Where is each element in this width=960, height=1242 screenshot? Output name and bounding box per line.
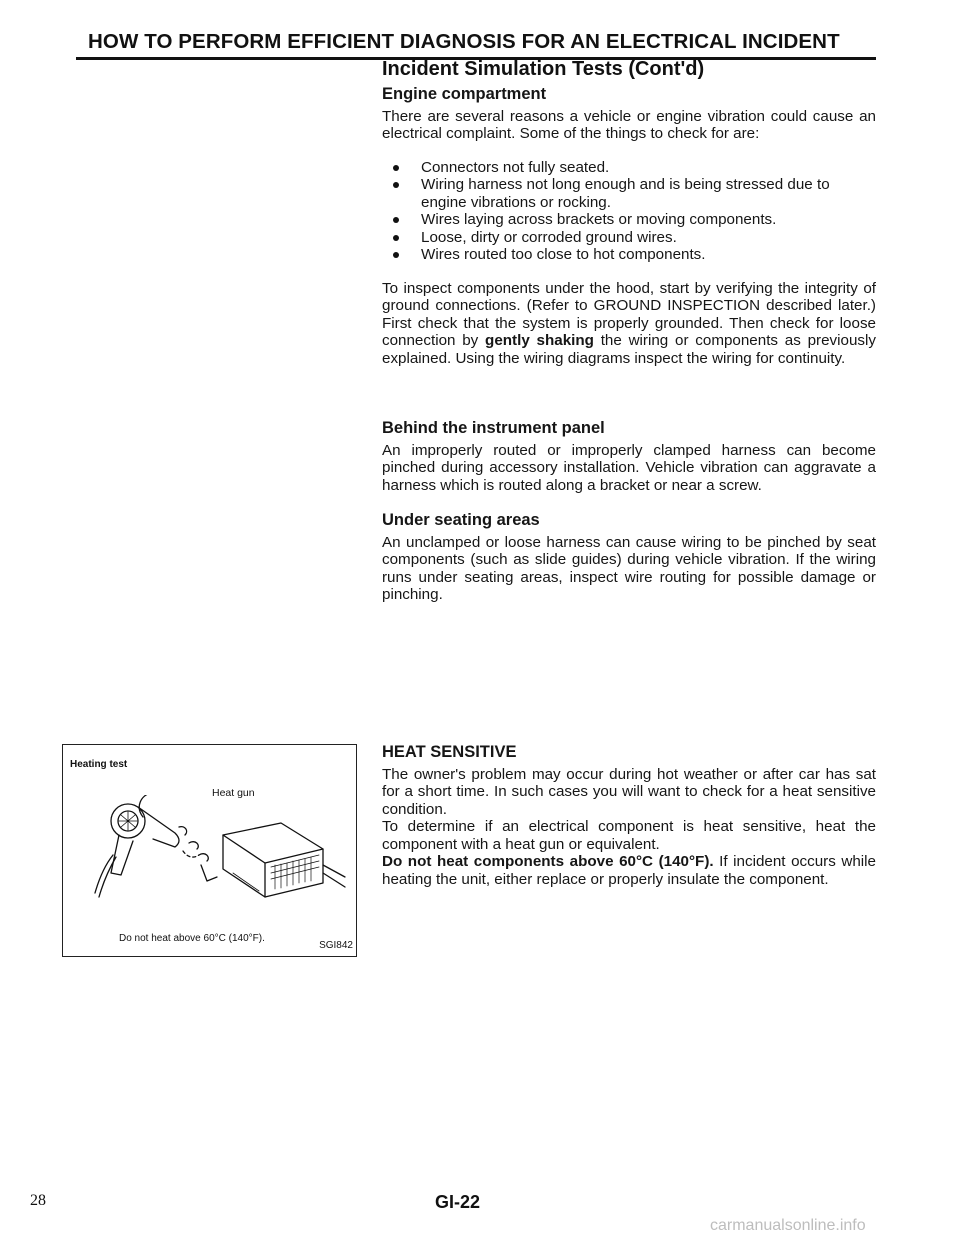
list-item: Loose, dirty or corroded ground wires. (382, 229, 876, 247)
seating-text: An unclamped or loose harness can cause wiring to be pinched by seat components (such as slide guides) during vehicle vibration. If the wiring runs under seating areas, inspect wire routing for possible damage or pinching. (382, 533, 876, 603)
engine-compartment-section (382, 86, 876, 367)
engine-compartment-heading: Engine compartment (382, 85, 547, 103)
watermark: carmanualsonline.info (710, 1217, 866, 1234)
heat-sensitive-section (382, 744, 876, 888)
heat-gun-label: Heat gun (212, 787, 255, 799)
heat-para-2: To determine if an electrical component is heat sensitive, heat the component with a heat gun or equivalent. (382, 818, 876, 853)
figure-title: Heating test (70, 759, 128, 770)
section-page-code: GI-22 (435, 1192, 481, 1212)
heat-para-3-text: If incident occurs while heating the unit, either replace or properly insulate the component. (382, 853, 876, 888)
page-header-title: HOW TO PERFORM EFFICIENT DIAGNOSIS FOR AN ELECTRICAL INCIDENT (88, 30, 840, 53)
heating-test-figure (62, 744, 357, 957)
figure-code: SGI842 (319, 940, 353, 951)
page-number: 28 (30, 1192, 46, 1209)
heat-warning: Do not heat components above 60°C (140°F). (382, 853, 714, 870)
figure-caption: Do not heat above 60°C (140°F). (119, 933, 265, 944)
inspection-paragraph (382, 280, 876, 368)
list-item: Wiring harness not long enough and is being stressed due to engine vibrations or rocking. (382, 176, 876, 211)
check-list (382, 159, 876, 264)
list-item: Wires routed too close to hot components. (382, 246, 876, 264)
instrument-panel-heading: Behind the instrument panel (382, 419, 605, 437)
inspection-emphasis: gently shaking (485, 332, 594, 349)
instrument-panel-text: An improperly routed or improperly clamped harness can become pinched during accessory installation. Vehicle vibration can aggravate a harness which is routed along a bracket or near a screw. (382, 441, 876, 494)
seating-section (382, 512, 876, 604)
inspection-text-a: To inspect components under the hood, start by verifying the integrity of ground connections. (Refer to GROUND INSPECTION described later.) First check that the system is properly grounded. Then check for loose connection by (382, 279, 876, 349)
heat-para-3 (382, 853, 876, 888)
seating-heading: Under seating areas (382, 511, 540, 529)
heat-sensitive-heading: HEAT SENSITIVE (382, 743, 517, 761)
list-item: Connectors not fully seated. (382, 159, 876, 177)
heat-gun-illustration (83, 795, 353, 925)
inspection-text-b: the wiring or components as previously explained. Using the wiring diagrams inspect the wiring for continuity. (382, 332, 876, 367)
section-title: Incident Simulation Tests (Cont'd) (382, 58, 705, 80)
list-item: Wires laying across brackets or moving components. (382, 211, 876, 229)
heat-para-1: The owner's problem may occur during hot weather or after car has sat for a short time. In such cases you will want to check for a heat sensitive condition. (382, 765, 876, 818)
engine-compartment-intro: There are several reasons a vehicle or engine vibration could cause an electrical complaint. Some of the things to check for are: (382, 107, 876, 142)
instrument-panel-section (382, 420, 876, 494)
